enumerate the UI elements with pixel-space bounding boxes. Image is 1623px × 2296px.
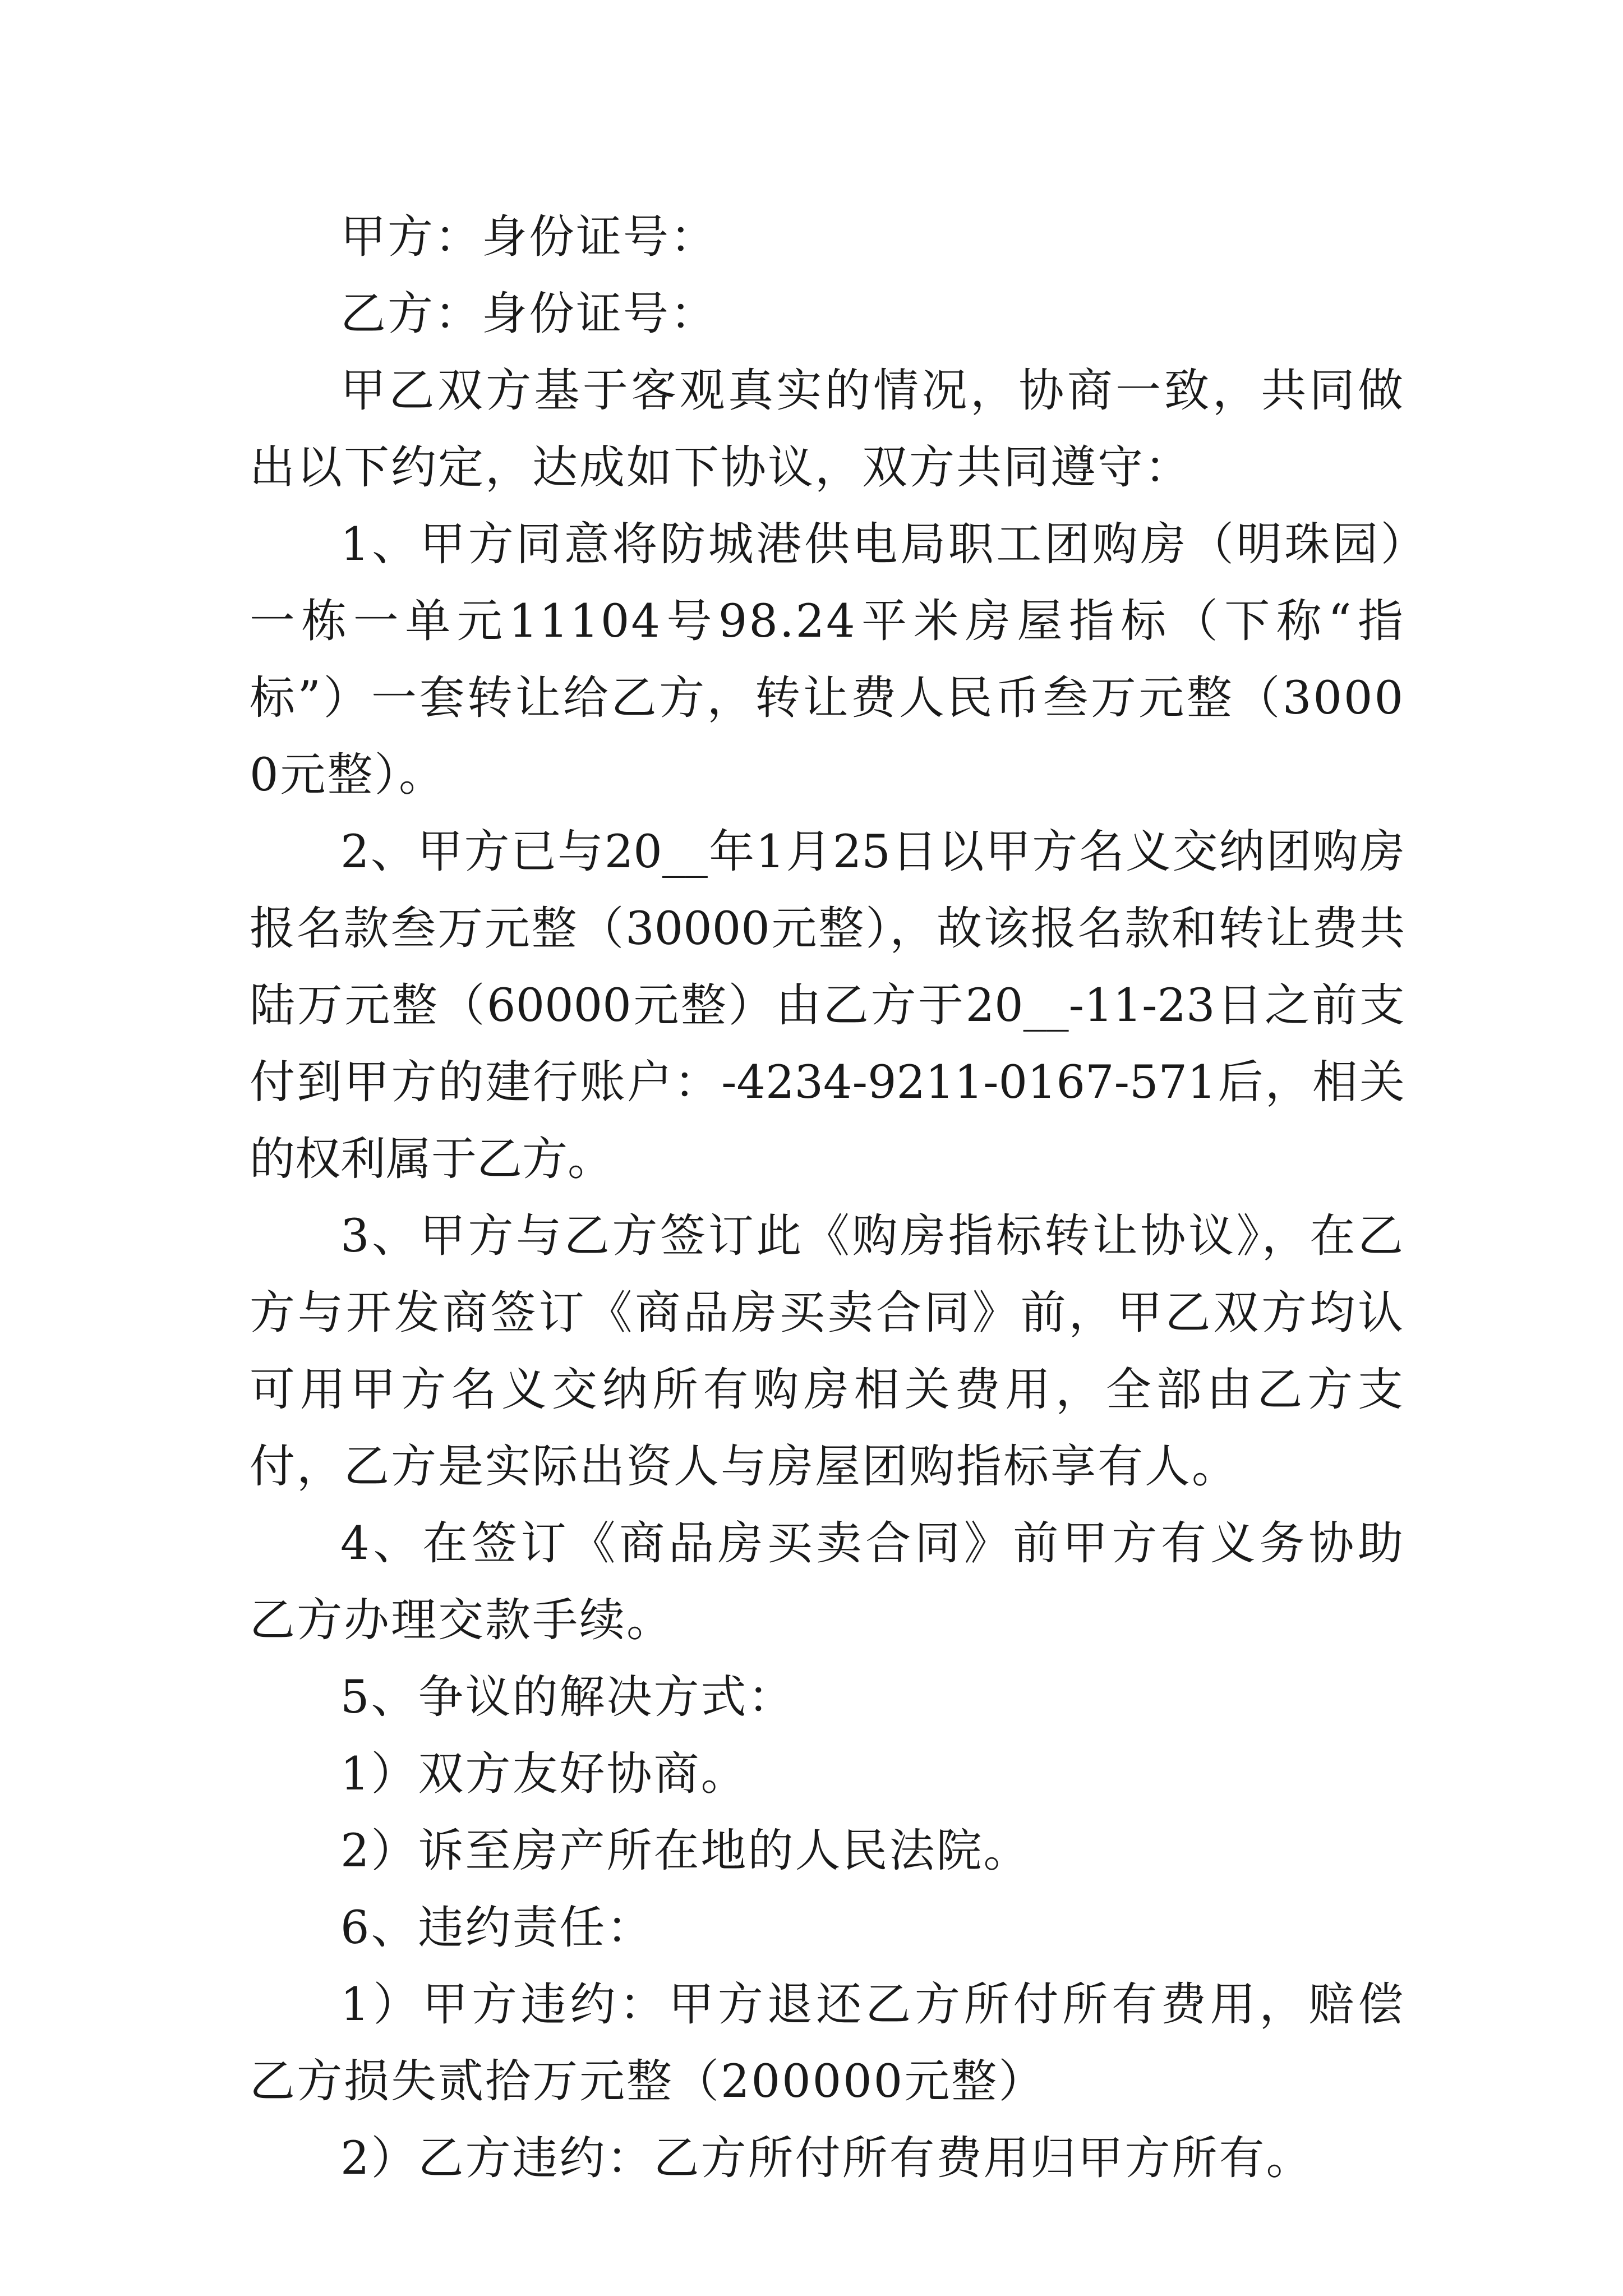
clause-6-item-1: 1）甲方违约：甲方退还乙方所付所有费用，赔偿乙方损失贰拾万元整（200000元整） bbox=[250, 1978, 1405, 2108]
clause-5-item-1: 1）双方友好协商。 bbox=[340, 1748, 748, 1801]
clause-4: 4、在签订《商品房买卖合同》前甲方有义务协助乙方办理交款手续。 bbox=[250, 1517, 1405, 1647]
clause-3: 3、甲方与乙方签订此《购房指标转让协议》，在乙方与开发商签订《商品房买卖合同》前，甲乙双方均认可用甲方名义交纳所有购房相关费用，全部由乙方支付，乙方是实际出资人与房屋团购指标享有人。 bbox=[250, 1210, 1405, 1493]
clause-5-heading: 5、争议的解决方式： bbox=[340, 1671, 795, 1724]
clause-1: 1、甲方同意将防城港供电局职工团购房（明珠园）一栋一单元11104号98.24平米房屋指标（下称“指标”）一套转让给乙方，转让费人民币叁万元整（30000元整）。 bbox=[250, 518, 1405, 802]
party-b-id-line: 乙方：身份证号： bbox=[340, 288, 718, 341]
agreement-preamble: 甲乙双方基于客观真实的情况，协商一致，共同做出以下约定，达成如下协议，双方共同遵守： bbox=[250, 365, 1405, 494]
clause-5-item-2: 2）诉至房产所在地的人民法院。 bbox=[340, 1825, 1031, 1878]
document-body bbox=[250, 199, 1405, 2197]
clause-6-heading: 6、违约责任： bbox=[340, 1902, 654, 1954]
party-a-id-line: 甲方：身份证号： bbox=[340, 211, 718, 264]
clause-6-item-2: 2）乙方违约：乙方所付所有费用归甲方所有。 bbox=[340, 2132, 1313, 2185]
clause-2: 2、甲方已与20__年1月25日以甲方名义交纳团购房报名款叁万元整（30000元整），故该报名款和转让费共陆万元整（60000元整）由乙方于20__-11-23日之前支付到甲方的建行账户：-4234-9211-0167-571后，相关的权利属于乙方。 bbox=[250, 826, 1405, 1186]
